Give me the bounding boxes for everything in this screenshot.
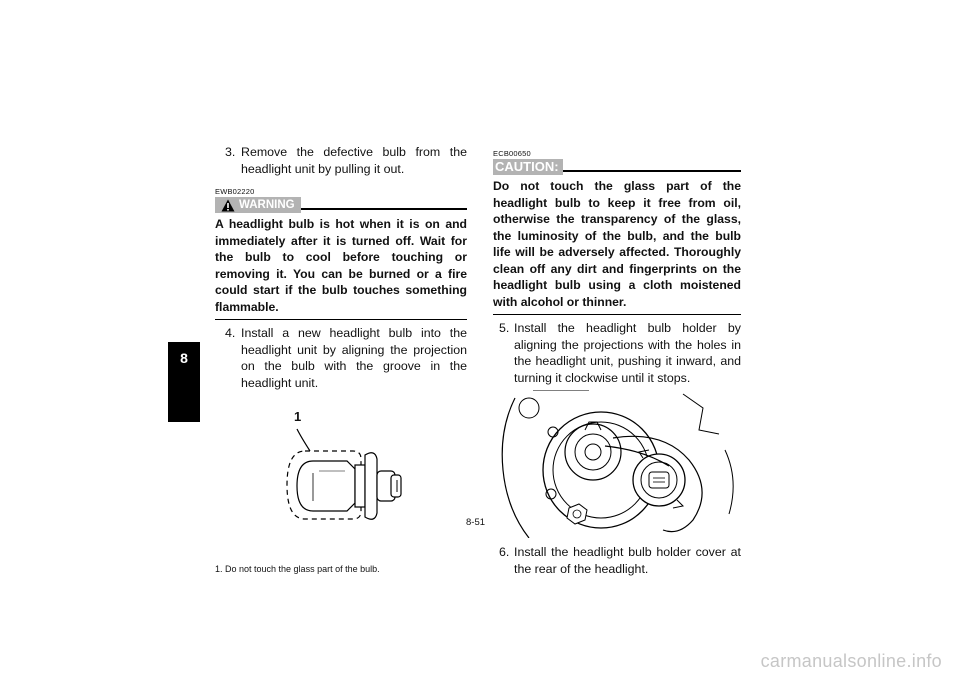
warning-badge [215,197,301,213]
warning-header [215,197,467,213]
step-3-text: Remove the defective bulb from the headlight unit by pulling it out. [241,145,467,176]
step-5-number: 5. [499,321,510,335]
step-5 [493,320,741,386]
left-column [215,144,467,575]
warning-rule [301,200,467,210]
figure-caption: 1. Do not touch the glass part of the bulb. [215,564,380,574]
caution-badge [493,159,563,175]
warning-triangle-icon [221,199,235,212]
headlight-bulb-illustration [215,413,467,558]
step-6-text: Install the headlight bulb holder cover at the rear of the headlight. [514,545,741,576]
bulb-holder-figure [493,390,741,538]
step-6 [493,544,741,577]
caution-rule [563,162,741,172]
caution-text: Do not touch the glass part of the headlight bulb to keep it free from oil, otherwise the transparency of the glass, the luminosity of the bulb, and the bulb life will be adversely affected. Thoroughly clean off any dirt and fingerprints on the headlight bulb using a cloth moistened with alcohol or thinner. [493,175,741,315]
caution-label: CAUTION: [495,159,559,174]
caution-header [493,159,741,175]
bulb-figure [215,409,467,558]
step-4-text: Install a new headlight bulb into the headlight unit by aligning the projection on the bulb with the groove in the headlight unit. [241,326,467,390]
figure-callout-1: 1 [294,409,302,424]
bulb-holder-illustration [493,390,741,538]
step-4 [215,325,467,391]
warning-text: A headlight bulb is hot when it is on and immediately after it is turned off. Wait for the bulb to cool before touching or removing it. You can be burned or a fire could start if the bulb touches something flammable. [215,213,467,320]
step-3-number: 3. [225,145,236,159]
page-number: 8-51 [466,517,486,528]
step-6-number: 6. [499,545,510,559]
warning-code: EWB02220 [215,187,255,196]
step-3 [215,144,467,177]
watermark: carmanualsonline.info [760,651,942,671]
step-4-number: 4. [225,326,236,340]
warning-label: WARNING [239,199,295,211]
right-column [493,144,741,577]
chapter-number: 8 [180,350,188,366]
step-5-text: Install the headlight bulb holder by aligning the projections with the holes in the headlight unit, pushing it inward, and turning it clockwise until it stops. [514,321,741,385]
chapter-tab [168,342,200,422]
caution-code: ECB00650 [493,149,531,158]
